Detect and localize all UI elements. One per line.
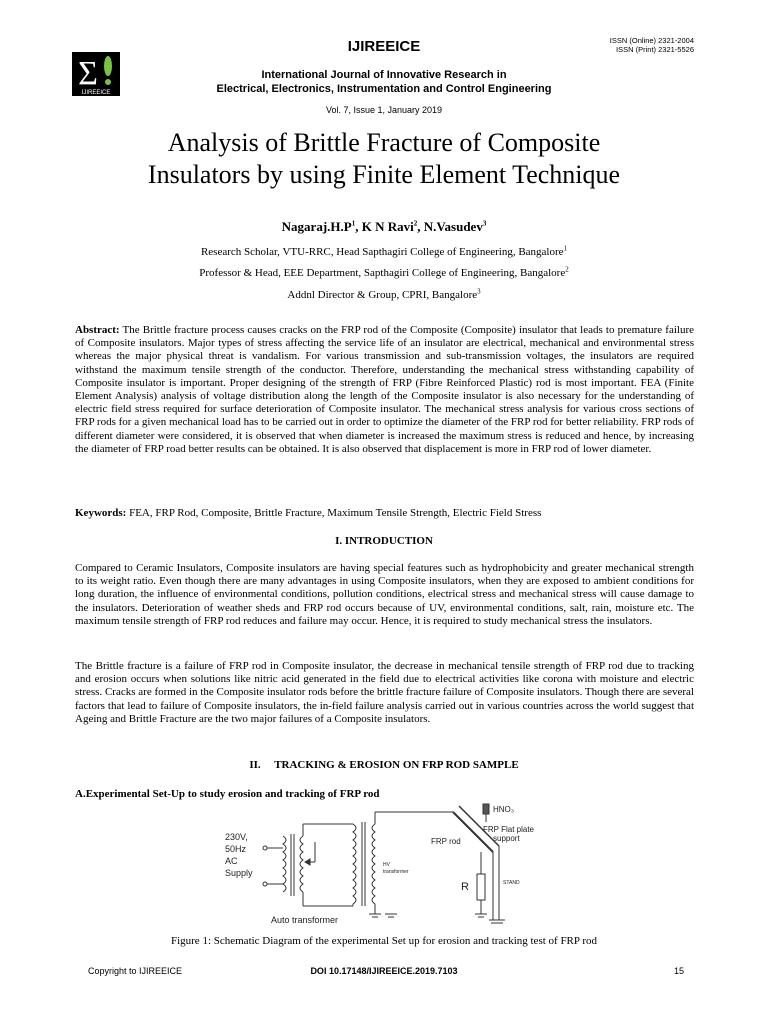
figure-caption: Figure 1: Schematic Diagram of the experimental Set up for erosion and tracking test of FRP rod	[170, 935, 598, 947]
stand-label: STAND	[503, 880, 520, 886]
volume-issue: Vol. 7, Issue 1, January 2019	[325, 105, 443, 115]
affiliation-1-text: Research Scholar, VTU-RRC, Head Sapthagiri College of Engineering, Bangalore	[200, 246, 564, 258]
supply-terminal	[263, 882, 267, 886]
intro-paragraph-1: Compared to Ceramic Insulators, Composite insulators are having special features such as hydrophobicity and greater mechanical strength to its weight ratio. Even though there are many advantages in using Composite insulators, when they are exposed to ambient conditions for long duration, the influence of environmental conditions, pollution conditions, electrical stress and mechanical stress will cause damage to the insulators. Deterioration of weather sheds and FRP rod occurs because of UV, environmental conditions, salt, rain, moisture etc. The maximum tensile strength of FRP rod reduces and failure may occur. Hence, it is required to study mechanical stress the insulators.	[75, 562, 694, 627]
affiliation-3-sup: 3	[477, 287, 481, 296]
author-1: Nagaraj.H.P	[281, 219, 352, 234]
resistor-label: R	[461, 881, 469, 893]
author-1-sup: 1	[351, 219, 356, 228]
experimental-setup-figure	[225, 802, 555, 926]
hv-transformer-label-line1: HV	[383, 862, 390, 868]
hv-transformer-secondary	[372, 824, 375, 904]
footer-doi: DOI 10.17148/IJIREEICE.2019.7103	[310, 966, 458, 976]
journal-name-line2: Electrical, Electronics, Instrumentation and Control Engineering	[216, 83, 552, 95]
keywords-label: Keywords:	[75, 507, 127, 519]
subsection-heading: A.Experimental Set-Up to study erosion and tracking of FRP rod	[75, 788, 380, 800]
frp-rod-label: FRP rod	[431, 837, 461, 846]
keywords-text: FEA, FRP Rod, Composite, Brittle Fracture, Maximum Tensile Strength, Electric Field Stress	[126, 507, 542, 519]
supply-label-line3: AC	[225, 856, 238, 866]
journal-name	[0, 68, 768, 96]
author-list	[0, 219, 768, 235]
footer-copyright: Copyright to IJIREEICE	[88, 966, 183, 976]
resistor	[477, 874, 485, 900]
affiliation-2	[0, 267, 768, 279]
hno3-container	[483, 804, 489, 814]
journal-name-line1: International Journal of Innovative Research in	[261, 69, 507, 81]
page-number: 15	[673, 966, 684, 976]
supply-label-line4: Supply	[225, 868, 253, 878]
frp-plate-label-line2: support	[493, 834, 520, 843]
abstract-text: The Brittle fracture process causes cracks on the FRP rod of the Composite (Composite) insulator that leads to premature failure of Composite insulators. Major types of stress affecting the service life of an insulator are electrical, mechanical and environmental stress whereas the major physical threat is vandalism. For various transmission and sub-transmission voltages, the insulators are required withstand the maximum tensile strength of the conductor. Therefore, understanding the mechanical stress withstanding capability of Composite insulator is important. Proper designing of the strength of FRP (Fibre Reinforced Plastic) rod is most important. FEA (Finite Element Analysis) analysis of voltage distribution along the length of the Composite insulator is also necessary for the understanding of electric field stress required for surface deterioration of Composite insulator. The mechanical stress analysis for various cross sections of FRP rods for a given mechanical load has to be carried out in order to optimize the diameter of the FRP rod for better reliability. FRP rods of different diameter were considered, it is observed that when diameter is increased the maximum stress is reduced and hence, by increasing the diameter of FRP road better results can be obtained. It is also observed that displacement is more in FRP rod of lower diameter.	[75, 324, 694, 455]
title-line1: Analysis of Brittle Fracture of Composite	[167, 128, 601, 157]
affiliation-1	[0, 246, 768, 258]
supply-label-line2: 50Hz	[225, 844, 247, 854]
frp-plate-label-line1: FRP Flat plate	[483, 825, 534, 834]
journal-abbreviation: IJIREEICE	[347, 38, 421, 55]
affiliation-1-sup: 1	[563, 244, 568, 253]
hno3-label: HNO₃	[493, 805, 515, 814]
author-3-sup: 3	[482, 219, 487, 228]
hv-transformer-label-line2: transformer	[383, 869, 409, 875]
issn-block	[610, 36, 694, 54]
supply-terminal	[263, 846, 267, 850]
svg-text:Σ: Σ	[78, 55, 98, 92]
hv-transformer-primary	[353, 824, 356, 904]
abstract-label: Abstract:	[75, 324, 120, 336]
keywords	[75, 507, 694, 520]
affiliation-2-sup: 2	[565, 265, 569, 274]
author-3: , N.Vasudev	[417, 219, 483, 234]
issn-print: ISSN (Print) 2321-5526	[616, 45, 694, 54]
issn-online: ISSN (Online) 2321-2004	[609, 36, 694, 45]
affiliation-3-text: Addnl Director & Group, CPRI, Bangalore	[287, 289, 478, 301]
svg-text:IJIREEICE: IJIREEICE	[81, 90, 111, 96]
auto-transformer-label: Auto transformer	[271, 915, 339, 925]
abstract	[75, 324, 694, 456]
auto-transformer-coil	[300, 836, 303, 892]
section-heading-tracking: II. TRACKING & EROSION ON FRP ROD SAMPLE	[249, 759, 519, 771]
supply-label-line1: 230V,	[225, 832, 248, 842]
author-2: , K N Ravi	[355, 219, 414, 234]
intro-paragraph-2: The Brittle fracture is a failure of FRP rod in Composite insulator, the decrease in mechanical tensile strength of FRP rod due to tracking and erosion occurs when solutions like nitric acid generated in the field due to electrical activities like corona with moisture and electric stress. Cracks are formed in the Composite insulator rods before the brittle fracture failure of Composite insulators. Though there are several factors that lead to failure of Composite insulators, the in-field failure analysis carried out in various countries across the world suggest that Ageing and Brittle Fracture are the two major failures of a Composite insulators.	[75, 660, 694, 725]
paper-title	[60, 127, 708, 191]
author-2-sup: 2	[413, 219, 418, 228]
section-heading-introduction: I. INTRODUCTION	[335, 535, 433, 547]
affiliation-2-text: Professor & Head, EEE Department, Sapthagiri College of Engineering, Bangalore	[199, 267, 566, 279]
auto-transformer-coil	[283, 836, 286, 892]
affiliation-3	[0, 289, 768, 301]
title-line2: Insulators by using Finite Element Technique	[147, 160, 621, 189]
